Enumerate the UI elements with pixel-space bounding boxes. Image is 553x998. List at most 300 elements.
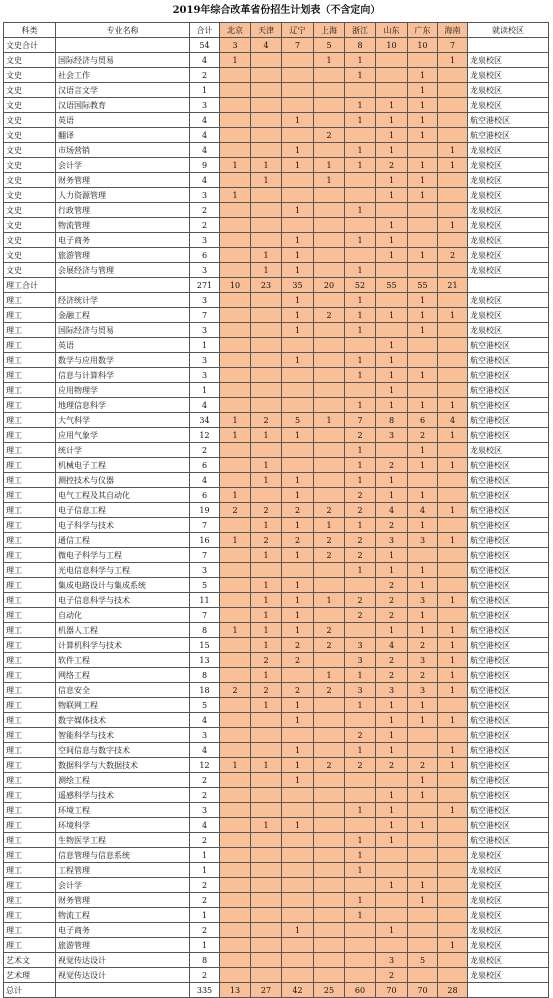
table-cell: 2 (190, 443, 220, 458)
table-cell (251, 203, 282, 218)
table-cell (251, 488, 282, 503)
table-cell (314, 248, 345, 263)
table-cell: 文史 (4, 83, 56, 98)
table-cell: 10 (220, 278, 251, 293)
table-cell: 应用气象学 (56, 428, 190, 443)
table-cell: 2 (190, 788, 220, 803)
table-cell: 1 (376, 713, 408, 728)
column-header: 辽宁 (282, 23, 314, 38)
table-cell: 航空港校区 (468, 698, 549, 713)
table-cell: 15 (190, 638, 220, 653)
table-cell: 1 (251, 263, 282, 278)
table-row (4, 203, 549, 218)
table-cell: 28 (438, 983, 468, 998)
table-cell: 理工 (4, 473, 56, 488)
column-header: 科类 (4, 23, 56, 38)
table-cell: 1 (376, 368, 408, 383)
table-cell: 航空港校区 (468, 638, 549, 653)
table-cell (438, 368, 468, 383)
table-cell (438, 833, 468, 848)
table-cell: 13 (190, 653, 220, 668)
table-cell (251, 293, 282, 308)
table-cell: 2 (251, 413, 282, 428)
table-cell (314, 848, 345, 863)
table-cell: 1 (251, 593, 282, 608)
table-cell: 1 (408, 518, 438, 533)
table-cell: 理工 (4, 458, 56, 473)
table-cell (282, 848, 314, 863)
table-row (4, 218, 549, 233)
table-cell (408, 833, 438, 848)
table-row (4, 923, 549, 938)
table-cell: 1 (408, 158, 438, 173)
table-cell: 1 (408, 608, 438, 623)
table-cell: 航空港校区 (468, 338, 549, 353)
table-cell: 环境科学 (56, 818, 190, 833)
table-cell: 文史 (4, 143, 56, 158)
table-cell (438, 233, 468, 248)
table-cell: 汉语言文学 (56, 83, 190, 98)
table-cell: 1 (345, 908, 376, 923)
table-cell (438, 908, 468, 923)
table-cell: 3 (376, 533, 408, 548)
table-cell: 3 (190, 353, 220, 368)
table-cell (314, 968, 345, 983)
table-row (4, 83, 549, 98)
table-cell: 1 (408, 788, 438, 803)
table-cell: 1 (282, 623, 314, 638)
table-cell: 8 (190, 668, 220, 683)
table-cell: 1 (314, 413, 345, 428)
table-cell: 4 (438, 413, 468, 428)
table-cell: 1 (408, 368, 438, 383)
table-cell (314, 773, 345, 788)
table-cell (251, 803, 282, 818)
table-cell: 航空港校区 (468, 428, 549, 443)
table-row (4, 893, 549, 908)
table-cell (220, 953, 251, 968)
table-cell: 1 (376, 98, 408, 113)
table-cell: 视觉传达设计 (56, 968, 190, 983)
table-cell (220, 878, 251, 893)
table-cell (408, 548, 438, 563)
table-row (4, 803, 549, 818)
table-cell: 1 (345, 848, 376, 863)
table-cell: 1 (220, 533, 251, 548)
table-cell: 1 (438, 743, 468, 758)
table-cell: 数学与应用数学 (56, 353, 190, 368)
table-cell: 理工 (4, 518, 56, 533)
table-cell: 2 (251, 503, 282, 518)
table-cell (220, 83, 251, 98)
table-cell: 3 (220, 38, 251, 53)
table-cell: 2 (190, 968, 220, 983)
table-cell (438, 323, 468, 338)
table-cell: 2 (251, 683, 282, 698)
table-cell: 理工 (4, 803, 56, 818)
table-cell: 软件工程 (56, 653, 190, 668)
table-cell (345, 953, 376, 968)
table-cell (251, 923, 282, 938)
table-cell (408, 203, 438, 218)
table-cell: 航空港校区 (468, 773, 549, 788)
table-cell: 1 (408, 578, 438, 593)
table-cell (345, 923, 376, 938)
table-cell: 文史 (4, 68, 56, 83)
table-cell (314, 368, 345, 383)
table-cell (220, 593, 251, 608)
table-cell (220, 518, 251, 533)
table-cell: 27 (251, 983, 282, 998)
table-cell: 19 (190, 503, 220, 518)
table-cell: 理工 (4, 578, 56, 593)
table-cell (438, 188, 468, 203)
table-cell: 1 (345, 158, 376, 173)
table-cell: 龙泉校区 (468, 68, 549, 83)
table-cell: 1 (408, 818, 438, 833)
table-cell (438, 698, 468, 713)
table-cell: 12 (190, 758, 220, 773)
table-cell: 1 (376, 563, 408, 578)
table-cell: 1 (282, 698, 314, 713)
table-cell (314, 263, 345, 278)
table-cell: 1 (345, 113, 376, 128)
table-cell: 1 (345, 53, 376, 68)
table-cell: 1 (408, 308, 438, 323)
table-cell (251, 323, 282, 338)
table-cell (220, 818, 251, 833)
table-cell: 1 (376, 248, 408, 263)
table-cell: 航空港校区 (468, 608, 549, 623)
table-cell: 1 (438, 143, 468, 158)
table-cell: 1 (251, 668, 282, 683)
table-cell: 理工 (4, 548, 56, 563)
table-cell (220, 473, 251, 488)
table-cell: 遥感科学与技术 (56, 788, 190, 803)
table-cell: 2 (376, 653, 408, 668)
table-row (4, 908, 549, 923)
table-row (4, 968, 549, 983)
table-row (4, 563, 549, 578)
table-row (4, 53, 549, 68)
table-cell: 11 (190, 593, 220, 608)
table-cell: 微电子科学与工程 (56, 548, 190, 563)
table-row (4, 773, 549, 788)
table-cell (282, 98, 314, 113)
table-row (4, 473, 549, 488)
table-cell: 2 (314, 623, 345, 638)
table-cell: 1 (345, 893, 376, 908)
table-cell: 龙泉校区 (468, 863, 549, 878)
table-cell: 1 (282, 323, 314, 338)
table-cell: 1 (408, 458, 438, 473)
table-cell (314, 608, 345, 623)
table-cell (251, 908, 282, 923)
table-cell: 1 (376, 218, 408, 233)
table-row (4, 443, 549, 458)
table-cell: 1 (251, 638, 282, 653)
table-cell: 3 (190, 263, 220, 278)
table-cell: 55 (408, 278, 438, 293)
table-cell (345, 188, 376, 203)
table-cell: 网络工程 (56, 668, 190, 683)
table-cell: 总计 (4, 983, 56, 998)
table-row (4, 293, 549, 308)
table-cell (438, 548, 468, 563)
table-cell: 1 (345, 308, 376, 323)
table-cell: 1 (314, 668, 345, 683)
table-cell (376, 68, 408, 83)
table-cell: 5 (314, 38, 345, 53)
table-cell: 文史 (4, 53, 56, 68)
table-cell: 1 (190, 863, 220, 878)
table-cell: 1 (376, 698, 408, 713)
table-cell (220, 233, 251, 248)
table-cell: 1 (345, 563, 376, 578)
table-cell (251, 98, 282, 113)
table-cell: 1 (282, 263, 314, 278)
table-cell: 2 (314, 758, 345, 773)
table-row (4, 383, 549, 398)
table-cell: 1 (251, 473, 282, 488)
table-cell: 1 (408, 248, 438, 263)
table-cell: 1 (438, 428, 468, 443)
table-cell: 理工 (4, 878, 56, 893)
table-cell: 3 (345, 683, 376, 698)
table-cell: 1 (438, 758, 468, 773)
table-cell: 理工 (4, 383, 56, 398)
table-cell: 1 (376, 383, 408, 398)
table-cell: 理工 (4, 323, 56, 338)
table-cell: 航空港校区 (468, 593, 549, 608)
table-cell: 1 (408, 398, 438, 413)
table-cell: 1 (282, 818, 314, 833)
table-cell (314, 743, 345, 758)
table-cell: 理工 (4, 743, 56, 758)
table-cell (220, 578, 251, 593)
table-cell (220, 113, 251, 128)
table-cell: 文史 (4, 263, 56, 278)
table-cell: 1 (282, 518, 314, 533)
table-row (4, 233, 549, 248)
table-cell: 2 (220, 503, 251, 518)
table-cell (282, 458, 314, 473)
table-cell: 2 (314, 638, 345, 653)
table-cell: 1 (282, 923, 314, 938)
table-cell: 1 (345, 368, 376, 383)
table-cell: 理工 (4, 923, 56, 938)
table-cell: 1 (376, 353, 408, 368)
table-cell: 1 (376, 398, 408, 413)
table-cell: 1 (345, 353, 376, 368)
table-cell: 1 (220, 413, 251, 428)
table-cell (220, 98, 251, 113)
table-cell (220, 923, 251, 938)
table-cell (408, 53, 438, 68)
table-cell: 1 (408, 878, 438, 893)
table-cell: 1 (376, 818, 408, 833)
table-cell (251, 128, 282, 143)
table-cell: 1 (408, 893, 438, 908)
table-cell (220, 293, 251, 308)
table-cell: 2 (345, 728, 376, 743)
table-cell (251, 338, 282, 353)
table-cell: 1 (282, 473, 314, 488)
table-row (4, 173, 549, 188)
table-cell (220, 938, 251, 953)
table-cell (438, 98, 468, 113)
table-cell: 2 (376, 578, 408, 593)
column-header: 山东 (376, 23, 408, 38)
table-cell (220, 263, 251, 278)
table-cell (314, 383, 345, 398)
table-cell: 1 (438, 398, 468, 413)
table-cell: 5 (282, 413, 314, 428)
table-cell (220, 863, 251, 878)
table-cell: 55 (376, 278, 408, 293)
table-cell: 60 (345, 983, 376, 998)
table-cell (220, 608, 251, 623)
table-row (4, 698, 549, 713)
table-cell: 1 (345, 143, 376, 158)
table-row (4, 533, 549, 548)
table-cell: 1 (376, 143, 408, 158)
table-cell: 理工 (4, 533, 56, 548)
table-cell: 龙泉校区 (468, 938, 549, 953)
table-cell (438, 293, 468, 308)
table-cell (282, 833, 314, 848)
table-cell (376, 908, 408, 923)
table-cell: 1 (190, 338, 220, 353)
table-cell (345, 968, 376, 983)
table-cell: 1 (345, 98, 376, 113)
table-cell (314, 68, 345, 83)
table-cell (438, 488, 468, 503)
table-cell (438, 263, 468, 278)
table-cell: 1 (376, 473, 408, 488)
table-cell: 1 (376, 803, 408, 818)
table-cell: 理工 (4, 668, 56, 683)
table-cell (438, 473, 468, 488)
table-cell (220, 353, 251, 368)
table-cell: 1 (345, 803, 376, 818)
table-cell: 1 (314, 518, 345, 533)
table-cell: 1 (345, 443, 376, 458)
table-cell: 1 (282, 143, 314, 158)
table-cell: 2 (345, 488, 376, 503)
table-cell (314, 143, 345, 158)
table-cell: 3 (376, 683, 408, 698)
table-row (4, 353, 549, 368)
table-row (4, 593, 549, 608)
table-cell (314, 728, 345, 743)
table-cell (468, 278, 549, 293)
table-cell: 1 (408, 68, 438, 83)
table-cell (251, 233, 282, 248)
table-cell (220, 203, 251, 218)
table-row (4, 713, 549, 728)
table-cell: 7 (190, 518, 220, 533)
table-cell: 2 (314, 548, 345, 563)
table-cell (220, 803, 251, 818)
table-cell (438, 518, 468, 533)
table-cell (408, 848, 438, 863)
table-cell: 1 (408, 128, 438, 143)
table-row (4, 623, 549, 638)
table-cell (282, 908, 314, 923)
table-cell: 理工 (4, 818, 56, 833)
table-cell: 1 (376, 128, 408, 143)
table-cell (282, 878, 314, 893)
table-row (4, 188, 549, 203)
table-cell: 2 (408, 638, 438, 653)
table-cell: 1 (376, 623, 408, 638)
table-cell: 1 (220, 428, 251, 443)
table-cell: 航空港校区 (468, 803, 549, 818)
table-cell: 1 (251, 158, 282, 173)
table-cell: 2 (376, 758, 408, 773)
table-cell (220, 218, 251, 233)
table-cell (220, 308, 251, 323)
table-cell: 数字媒体技术 (56, 713, 190, 728)
table-cell (314, 863, 345, 878)
table-cell: 文史 (4, 173, 56, 188)
table-cell: 4 (190, 143, 220, 158)
table-cell (314, 338, 345, 353)
table-cell: 文史合计 (4, 38, 56, 53)
table-cell: 1 (408, 293, 438, 308)
table-cell: 1 (251, 428, 282, 443)
table-cell (376, 863, 408, 878)
table-cell (438, 83, 468, 98)
table-cell (438, 113, 468, 128)
table-cell: 1 (376, 788, 408, 803)
table-cell: 1 (376, 308, 408, 323)
table-cell: 航空港校区 (468, 533, 549, 548)
table-cell (251, 368, 282, 383)
table-cell: 1 (408, 98, 438, 113)
table-cell: 会计学 (56, 158, 190, 173)
table-cell: 智能科学与技术 (56, 728, 190, 743)
table-cell: 2 (314, 533, 345, 548)
table-cell (251, 353, 282, 368)
table-cell (314, 353, 345, 368)
table-cell: 1 (438, 533, 468, 548)
table-cell: 汉语国际教育 (56, 98, 190, 113)
table-cell: 文史 (4, 128, 56, 143)
table-row (4, 98, 549, 113)
table-cell: 航空港校区 (468, 353, 549, 368)
table-cell: 3 (190, 293, 220, 308)
table-cell (438, 773, 468, 788)
table-cell (314, 233, 345, 248)
table-cell: 1 (282, 713, 314, 728)
table-cell (220, 908, 251, 923)
table-cell: 7 (282, 38, 314, 53)
table-cell: 5 (408, 953, 438, 968)
table-cell: 测控技术与仪器 (56, 473, 190, 488)
table-cell: 2 (190, 893, 220, 908)
table-cell (345, 788, 376, 803)
table-cell (408, 968, 438, 983)
table-cell (220, 773, 251, 788)
table-cell (376, 893, 408, 908)
table-cell: 2 (376, 518, 408, 533)
table-row (4, 818, 549, 833)
table-cell: 4 (190, 818, 220, 833)
table-cell (220, 323, 251, 338)
table-cell: 通信工程 (56, 533, 190, 548)
